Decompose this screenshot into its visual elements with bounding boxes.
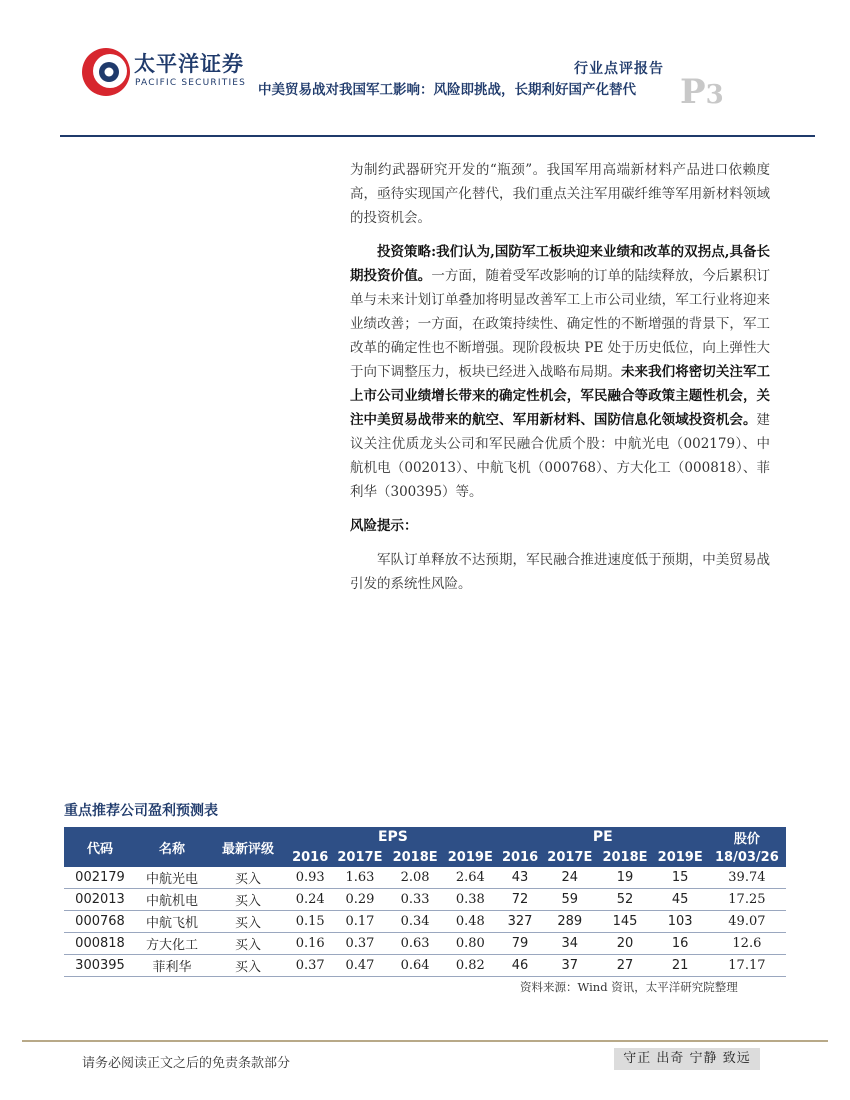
page-number [680, 72, 724, 112]
header-eps-year: 2017E [332, 847, 387, 867]
strategy-text: 一方面，随着受军改影响的订单的陆续释放，今后累积订单与未来计划订单叠加将明显改善军工上市公司业绩，军工行业将迎来业绩改善；一方面，在政策持续性、确定性的不断增强的背景下，军工改革的确定性也不断增强。现阶段板块 PE 处于历史低位，向上弹性大于向下调整压力，板块已经进入战略布局期。 [350, 268, 771, 380]
cell-name: 中航光电 [136, 867, 208, 889]
header-eps-year: 2018E [388, 847, 443, 867]
page-letter: P [680, 72, 706, 112]
table-row [64, 867, 786, 889]
footer-divider [22, 1040, 828, 1042]
header-pe-year: 2019E [653, 847, 708, 867]
header-divider [60, 135, 815, 137]
cell-eps: 0.48 [443, 911, 498, 933]
header-code: 代码 [64, 827, 136, 867]
cell-rating: 买入 [208, 933, 288, 955]
cell-pe: 24 [542, 867, 597, 889]
cell-eps: 0.17 [332, 911, 387, 933]
cell-name: 中航机电 [136, 889, 208, 911]
header-eps-year: 2016 [288, 847, 332, 867]
page-digit: 3 [705, 80, 724, 110]
cell-rating: 买入 [208, 867, 288, 889]
cell-pe: 145 [597, 911, 652, 933]
table-title: 重点推荐公司盈利预测表 [64, 803, 218, 819]
cell-pe: 16 [653, 933, 708, 955]
cell-rating: 买入 [208, 889, 288, 911]
cell-eps: 0.80 [443, 933, 498, 955]
table-row [64, 889, 786, 911]
cell-name: 中航飞机 [136, 911, 208, 933]
header-pe-year: 2016 [498, 847, 542, 867]
cell-code: 300395 [64, 955, 136, 977]
cell-eps: 0.34 [388, 911, 443, 933]
cell-name: 方大化工 [136, 933, 208, 955]
cell-eps: 0.82 [443, 955, 498, 977]
cell-pe: 289 [542, 911, 597, 933]
cell-pe: 20 [597, 933, 652, 955]
data-source-note: 资料来源：Wind 资讯，太平洋研究院整理 [520, 980, 738, 994]
cell-pe: 19 [597, 867, 652, 889]
cell-pe: 59 [542, 889, 597, 911]
cell-eps: 0.15 [288, 911, 332, 933]
header-eps: EPS [288, 827, 498, 847]
report-type: 行业点评报告 [574, 61, 664, 77]
logo-chinese-name: 太平洋证券 [134, 52, 244, 76]
cell-pe: 27 [597, 955, 652, 977]
cell-pe: 21 [653, 955, 708, 977]
footer-motto: 守正 出奇 宁静 致远 [614, 1048, 760, 1070]
earnings-forecast-table [64, 827, 786, 977]
company-logo [80, 44, 247, 100]
risk-heading: 风险提示： [350, 518, 418, 534]
table-row [64, 955, 786, 977]
cell-price: 49.07 [708, 911, 786, 933]
cell-code: 000768 [64, 911, 136, 933]
cell-pe: 52 [597, 889, 652, 911]
header-rating: 最新评级 [208, 827, 288, 867]
header-pe: PE [498, 827, 708, 847]
table-row [64, 933, 786, 955]
header-price: 股价 [708, 827, 786, 847]
header-name: 名称 [136, 827, 208, 867]
cell-price: 12.6 [708, 933, 786, 955]
cell-rating: 买入 [208, 955, 288, 977]
cell-eps: 0.63 [388, 933, 443, 955]
cell-eps: 0.29 [332, 889, 387, 911]
cell-eps: 0.16 [288, 933, 332, 955]
cell-eps: 2.08 [388, 867, 443, 889]
cell-code: 000818 [64, 933, 136, 955]
report-title: 中美贸易战对我国军工影响：风险即挑战，长期利好国产化替代 [258, 82, 636, 98]
body-text [350, 158, 770, 606]
cell-price: 17.17 [708, 955, 786, 977]
cell-pe: 103 [653, 911, 708, 933]
cell-eps: 0.47 [332, 955, 387, 977]
cell-pe: 37 [542, 955, 597, 977]
cell-pe: 15 [653, 867, 708, 889]
cell-eps: 1.63 [332, 867, 387, 889]
cell-eps: 0.37 [332, 933, 387, 955]
cell-pe: 79 [498, 933, 542, 955]
footer-disclaimer: 请务必阅读正文之后的免责条款部分 [82, 1056, 291, 1071]
strategy-bold-focus: 未来我们将密切关注军工上市公司业绩增长带来的确定性机会，军民融合等政策主题性机会，关注中美贸易战带来的航空、军用新材料、国防信息化领域投资机会。 [350, 364, 770, 428]
cell-eps: 0.38 [443, 889, 498, 911]
cell-eps: 0.93 [288, 867, 332, 889]
header-pe-year: 2018E [597, 847, 652, 867]
cell-eps: 0.24 [288, 889, 332, 911]
cell-pe: 45 [653, 889, 708, 911]
cell-pe: 327 [498, 911, 542, 933]
cell-price: 39.74 [708, 867, 786, 889]
cell-rating: 买入 [208, 911, 288, 933]
cell-name: 菲利华 [136, 955, 208, 977]
cell-code: 002179 [64, 867, 136, 889]
table-row [64, 911, 786, 933]
cell-pe: 46 [498, 955, 542, 977]
strategy-bold-lead: 投资策略:我们认为,国防军工板块迎来业绩和改革的双拐点,具备长期投资价值。 [350, 244, 770, 284]
cell-pe: 72 [498, 889, 542, 911]
cell-eps: 0.37 [288, 955, 332, 977]
cell-price: 17.25 [708, 889, 786, 911]
paragraph-strategy [350, 240, 770, 504]
cell-eps: 0.33 [388, 889, 443, 911]
cell-eps: 2.64 [443, 867, 498, 889]
logo-english-name: PACIFIC SECURITIES [135, 78, 247, 88]
risk-text: 军队订单释放不达预期，军民融合推进速度低于预期，中美贸易战引发的系统性风险。 [350, 552, 770, 592]
strategy-recommendations: 建议关注优质龙头公司和军民融合优质个股：中航光电（002179）、中航机电（002013）、中航飞机（000768）、方大化工（000818）、菲利华（300395）等。 [350, 412, 770, 500]
logo-emblem-icon [80, 44, 132, 100]
paragraph-intro: 为制约武器研究开发的“瓶颈”。我国军用高端新材料产品进口依赖度高，亟待实现国产化替代，我们重点关注军用碳纤维等军用新材料领域的投资机会。 [350, 162, 770, 226]
cell-code: 002013 [64, 889, 136, 911]
cell-pe: 43 [498, 867, 542, 889]
header-eps-year: 2019E [443, 847, 498, 867]
cell-pe: 34 [542, 933, 597, 955]
header-price-date: 18/03/26 [708, 847, 786, 867]
cell-eps: 0.64 [388, 955, 443, 977]
header-pe-year: 2017E [542, 847, 597, 867]
